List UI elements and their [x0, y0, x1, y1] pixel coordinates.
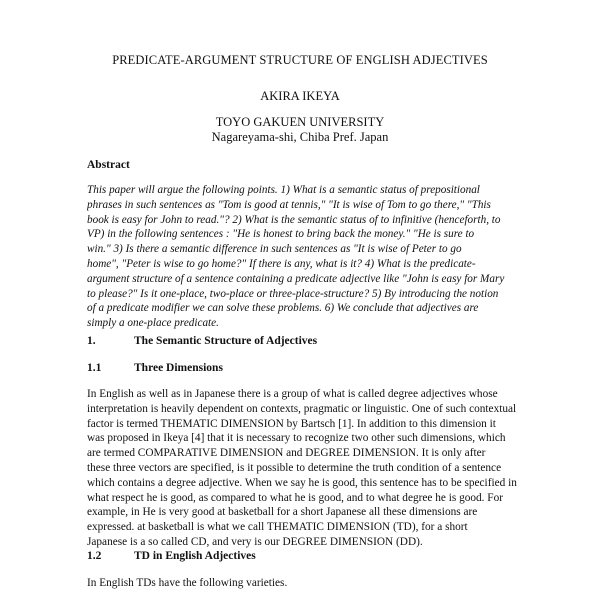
section-1-2-number: 1.2	[87, 550, 102, 562]
paragraph-line: was proposed in Ikeya [4] that it is necessary to recognize two other such dimensions, which	[87, 432, 506, 445]
paragraph-line: In English as well as in Japanese there is a group of what is called degree adjectives whose	[87, 388, 498, 400]
paragraph-three-dimensions	[87, 387, 517, 550]
author-affiliation: TOYO GAKUEN UNIVERSITY	[215, 115, 385, 129]
abstract-line: book is easy for John to read."? 2) What is the semantic status of to infinitive (henceforth, to	[87, 213, 501, 226]
paragraph-line: interpretation is heavily dependent on contexts, pragmatic or linguistic. One of such contextual	[87, 402, 517, 415]
abstract-heading: Abstract	[87, 159, 130, 171]
abstract-line: argument structure of a sentence containing a predicate adjective like "John is easy for Mary	[87, 272, 505, 285]
paragraph-line: factor is termed THEMATIC DIMENSION by Bartsch [1]. In addition to this dimension it	[87, 417, 496, 430]
section-1-2-title: TD in English Adjectives	[134, 550, 256, 562]
paragraph-td-varieties: In English TDs have the following varieties.	[87, 577, 288, 589]
paragraph-line: are termed COMPARATIVE DIMENSION and DEGREE DIMENSION. It is only after	[87, 447, 486, 460]
paragraph-line: expressed. at basketball is what we call THEMATIC DIMENSION (TD), for a short	[87, 521, 468, 534]
paragraph-line: these three vectors are specified, is it possible to determine the truth condition of a sentence	[87, 461, 502, 474]
paragraph-line: what respect he is good, as compared to what he is good, and to what degree he is good. For	[87, 491, 503, 504]
abstract-line: home", "Peter is wise to go home?" If there is any, what is it? 4) What is the predicate-	[87, 257, 476, 270]
section-1-1-title: Three Dimensions	[134, 362, 223, 374]
abstract-body	[87, 183, 517, 331]
abstract-line: to please?" Is it one-place, two-place or three-place-structure? 5) By introducing the notion	[87, 287, 499, 300]
abstract-line: of a predicate modifier we can solve these problems. 6) We conclude that adjectives are	[87, 302, 479, 315]
author-location: Nagareyama-shi, Chiba Pref. Japan	[211, 130, 389, 144]
abstract-line: This paper will argue the following points. 1) What is a semantic status of prepositional	[87, 184, 480, 196]
paper-title: PREDICATE-ARGUMENT STRUCTURE OF ENGLISH ADJECTIVES	[112, 53, 488, 67]
abstract-line: simply a one-place predicate.	[87, 317, 219, 330]
abstract-line: win." 3) Is there a semantic difference in such sentences as "It is wise of Peter to go	[87, 243, 462, 256]
paragraph-line: Japanese is a so called CD, and very is our DEGREE DIMENSION (DD).	[87, 535, 423, 548]
paragraph-line: example, in He is very good at basketball for a short Japanese all these dimensions are	[87, 506, 478, 519]
abstract-line: VP) in the following sentences : "He is honest to bring back the money." "He is sure to	[87, 228, 475, 241]
section-1-title: The Semantic Structure of Adjectives	[134, 335, 318, 347]
section-1-number: 1.	[87, 335, 96, 347]
paragraph-line: which contains a degree adjective. When we say he is good, this sentence has to be specified in	[87, 476, 517, 489]
section-1-1-number: 1.1	[87, 362, 102, 374]
author-name: AKIRA IKEYA	[260, 89, 340, 103]
abstract-line: phrases in such sentences as "Tom is good at tennis," "It is wise of Tom to go there," "This	[87, 198, 491, 211]
